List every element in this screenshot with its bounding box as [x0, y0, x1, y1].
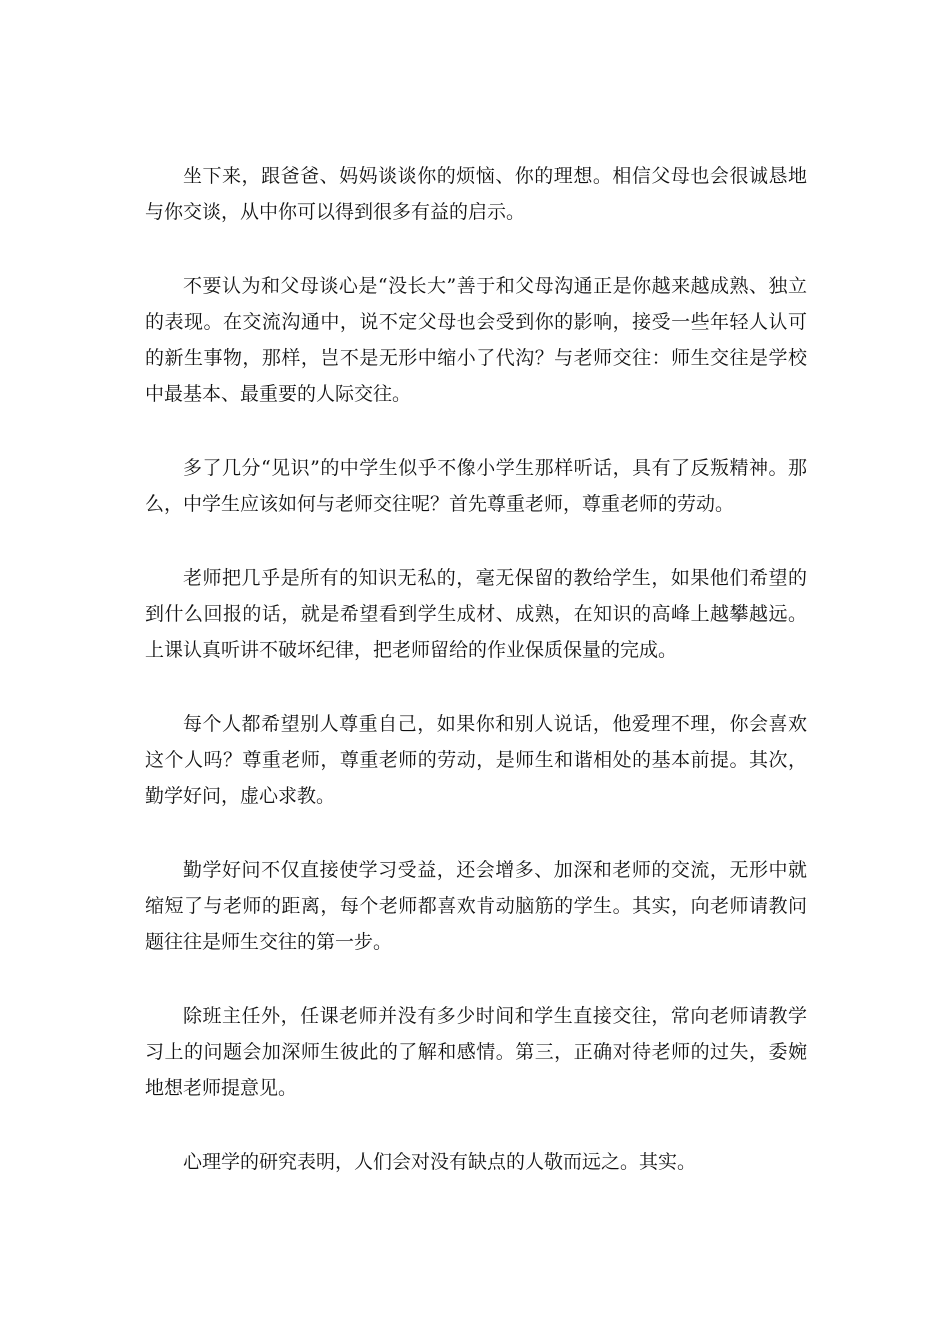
paragraph-2: 不要认为和父母谈心是“没长大”善于和父母沟通正是你越来越成熟、独立的表现。在交流沟通中，说不定父母也会受到你的影响，接受一些年轻人认可的新生事物，那样，岂不是无形中缩小了代沟？与老师交往：师生交往是学校中最基本、最重要的人际交往。: [145, 275, 807, 405]
paragraph-6: 勤学好问不仅直接使学习受益，还会增多、加深和老师的交流，无形中就缩短了与老师的距离，每个老师都喜欢肯动脑筋的学生。其实，向老师请教问题往往是师生交往的第一步。: [145, 859, 807, 953]
paragraph-8: 心理学的研究表明，人们会对没有缺点的人敬而远之。其实。: [183, 1151, 697, 1173]
paragraph-5: 每个人都希望别人尊重自己，如果你和别人说话，他爱理不理，你会喜欢这个人吗？尊重老师，尊重老师的劳动，是师生和谐相处的基本前提。其次，勤学好问，虚心求教。: [145, 713, 807, 807]
paragraph-4: 老师把几乎是所有的知识无私的，毫无保留的教给学生，如果他们希望的到什么回报的话，就是希望看到学生成材、成熟，在知识的高峰上越攀越远。上课认真听讲不破坏纪律，把老师留给的作业保质保量的完成。: [145, 567, 807, 661]
document-body: [145, 158, 807, 1218]
paragraph-1: 坐下来，跟爸爸、妈妈谈谈你的烦恼、你的理想。相信父母也会很诚恳地与你交谈，从中你可以得到很多有益的启示。: [145, 165, 807, 223]
paragraph-3: 多了几分“见识”的中学生似乎不像小学生那样听话，具有了反叛精神。那么，中学生应该如何与老师交往呢？首先尊重老师，尊重老师的劳动。: [145, 457, 807, 515]
paragraph-7: 除班主任外，任课老师并没有多少时间和学生直接交往，常向老师请教学习上的问题会加深师生彼此的了解和感情。第三，正确对待老师的过失，委婉地想老师提意见。: [145, 1005, 807, 1099]
